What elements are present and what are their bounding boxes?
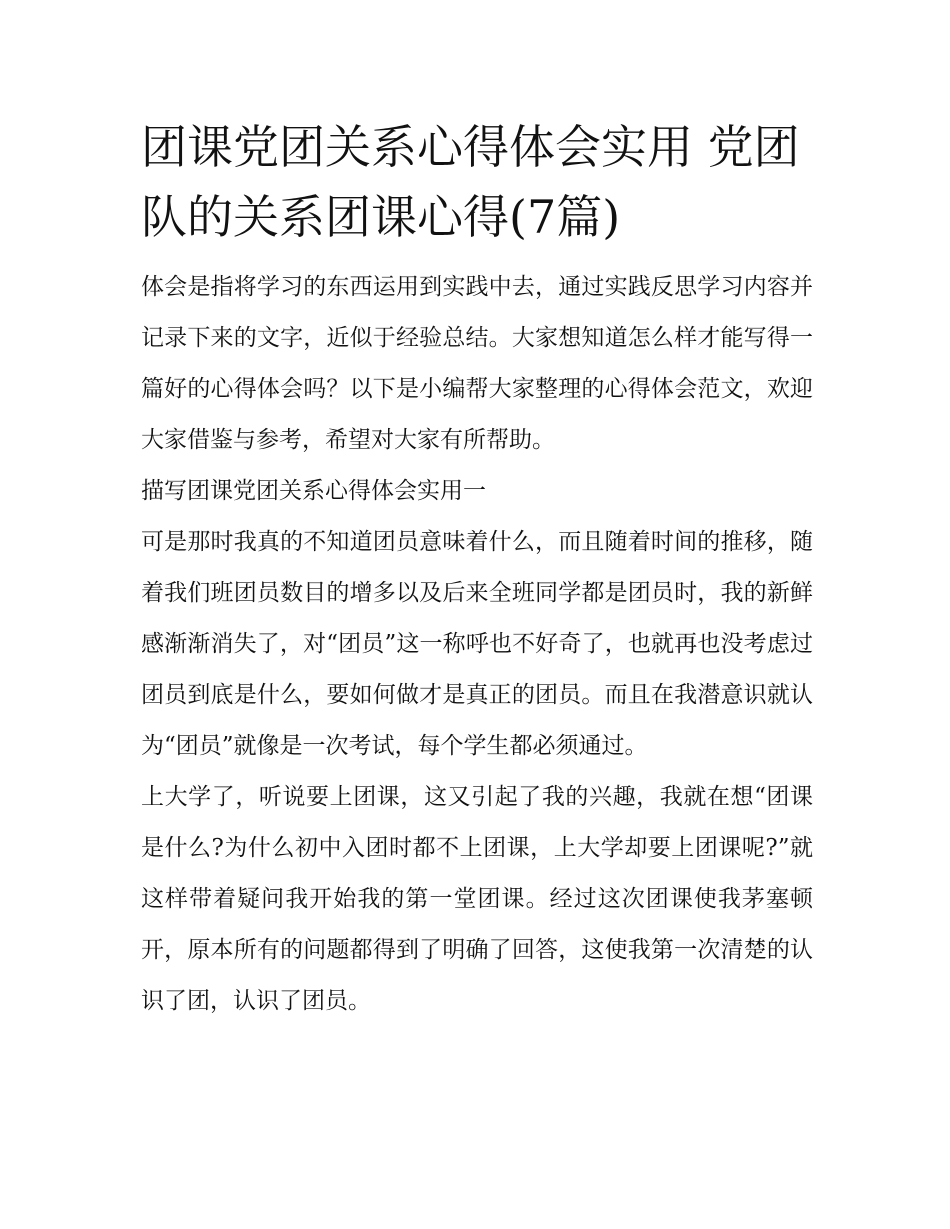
intro-paragraph: 体会是指将学习的东西运用到实践中去，通过实践反思学习内容并记录下来的文字，近似于经验总结。大家想知道怎么样才能写得一篇好的心得体会吗？以下是小编帮大家整理的心得体会范文，欢迎大家借鉴与参考，希望对大家有所帮助。 [141, 274, 813, 453]
document-content [141, 112, 813, 1027]
body-paragraph-2: 上大学了，听说要上团课，这又引起了我的兴趣，我就在想“团课是什么?为什么初中入团时都不上团课，上大学却要上团课呢?”就这样带着疑问我开始我的第一堂团课。经过这次团课使我茅塞顿开，原本所有的问题都得到了明确了回答，这使我第一次清楚的认识了团，认识了团员。 [141, 784, 813, 1014]
body-paragraph-1: 可是那时我真的不知道团员意味着什么，而且随着时间的推移，随着我们班团员数目的增多以及后来全班同学都是团员时，我的新鲜感渐渐消失了，对“团员”这一称呼也不好奇了，也就再也没考虑过团员到底是什么，要如何做才是真正的团员。而且在我潜意识就认为“团员”就像是一次考试，每个学生都必须通过。 [141, 529, 813, 759]
document-title: 团课党团关系心得体会实用 党团队的关系团课心得(7篇) [141, 120, 800, 244]
section-heading: 描写团课党团关系心得体会实用一 [141, 478, 486, 504]
